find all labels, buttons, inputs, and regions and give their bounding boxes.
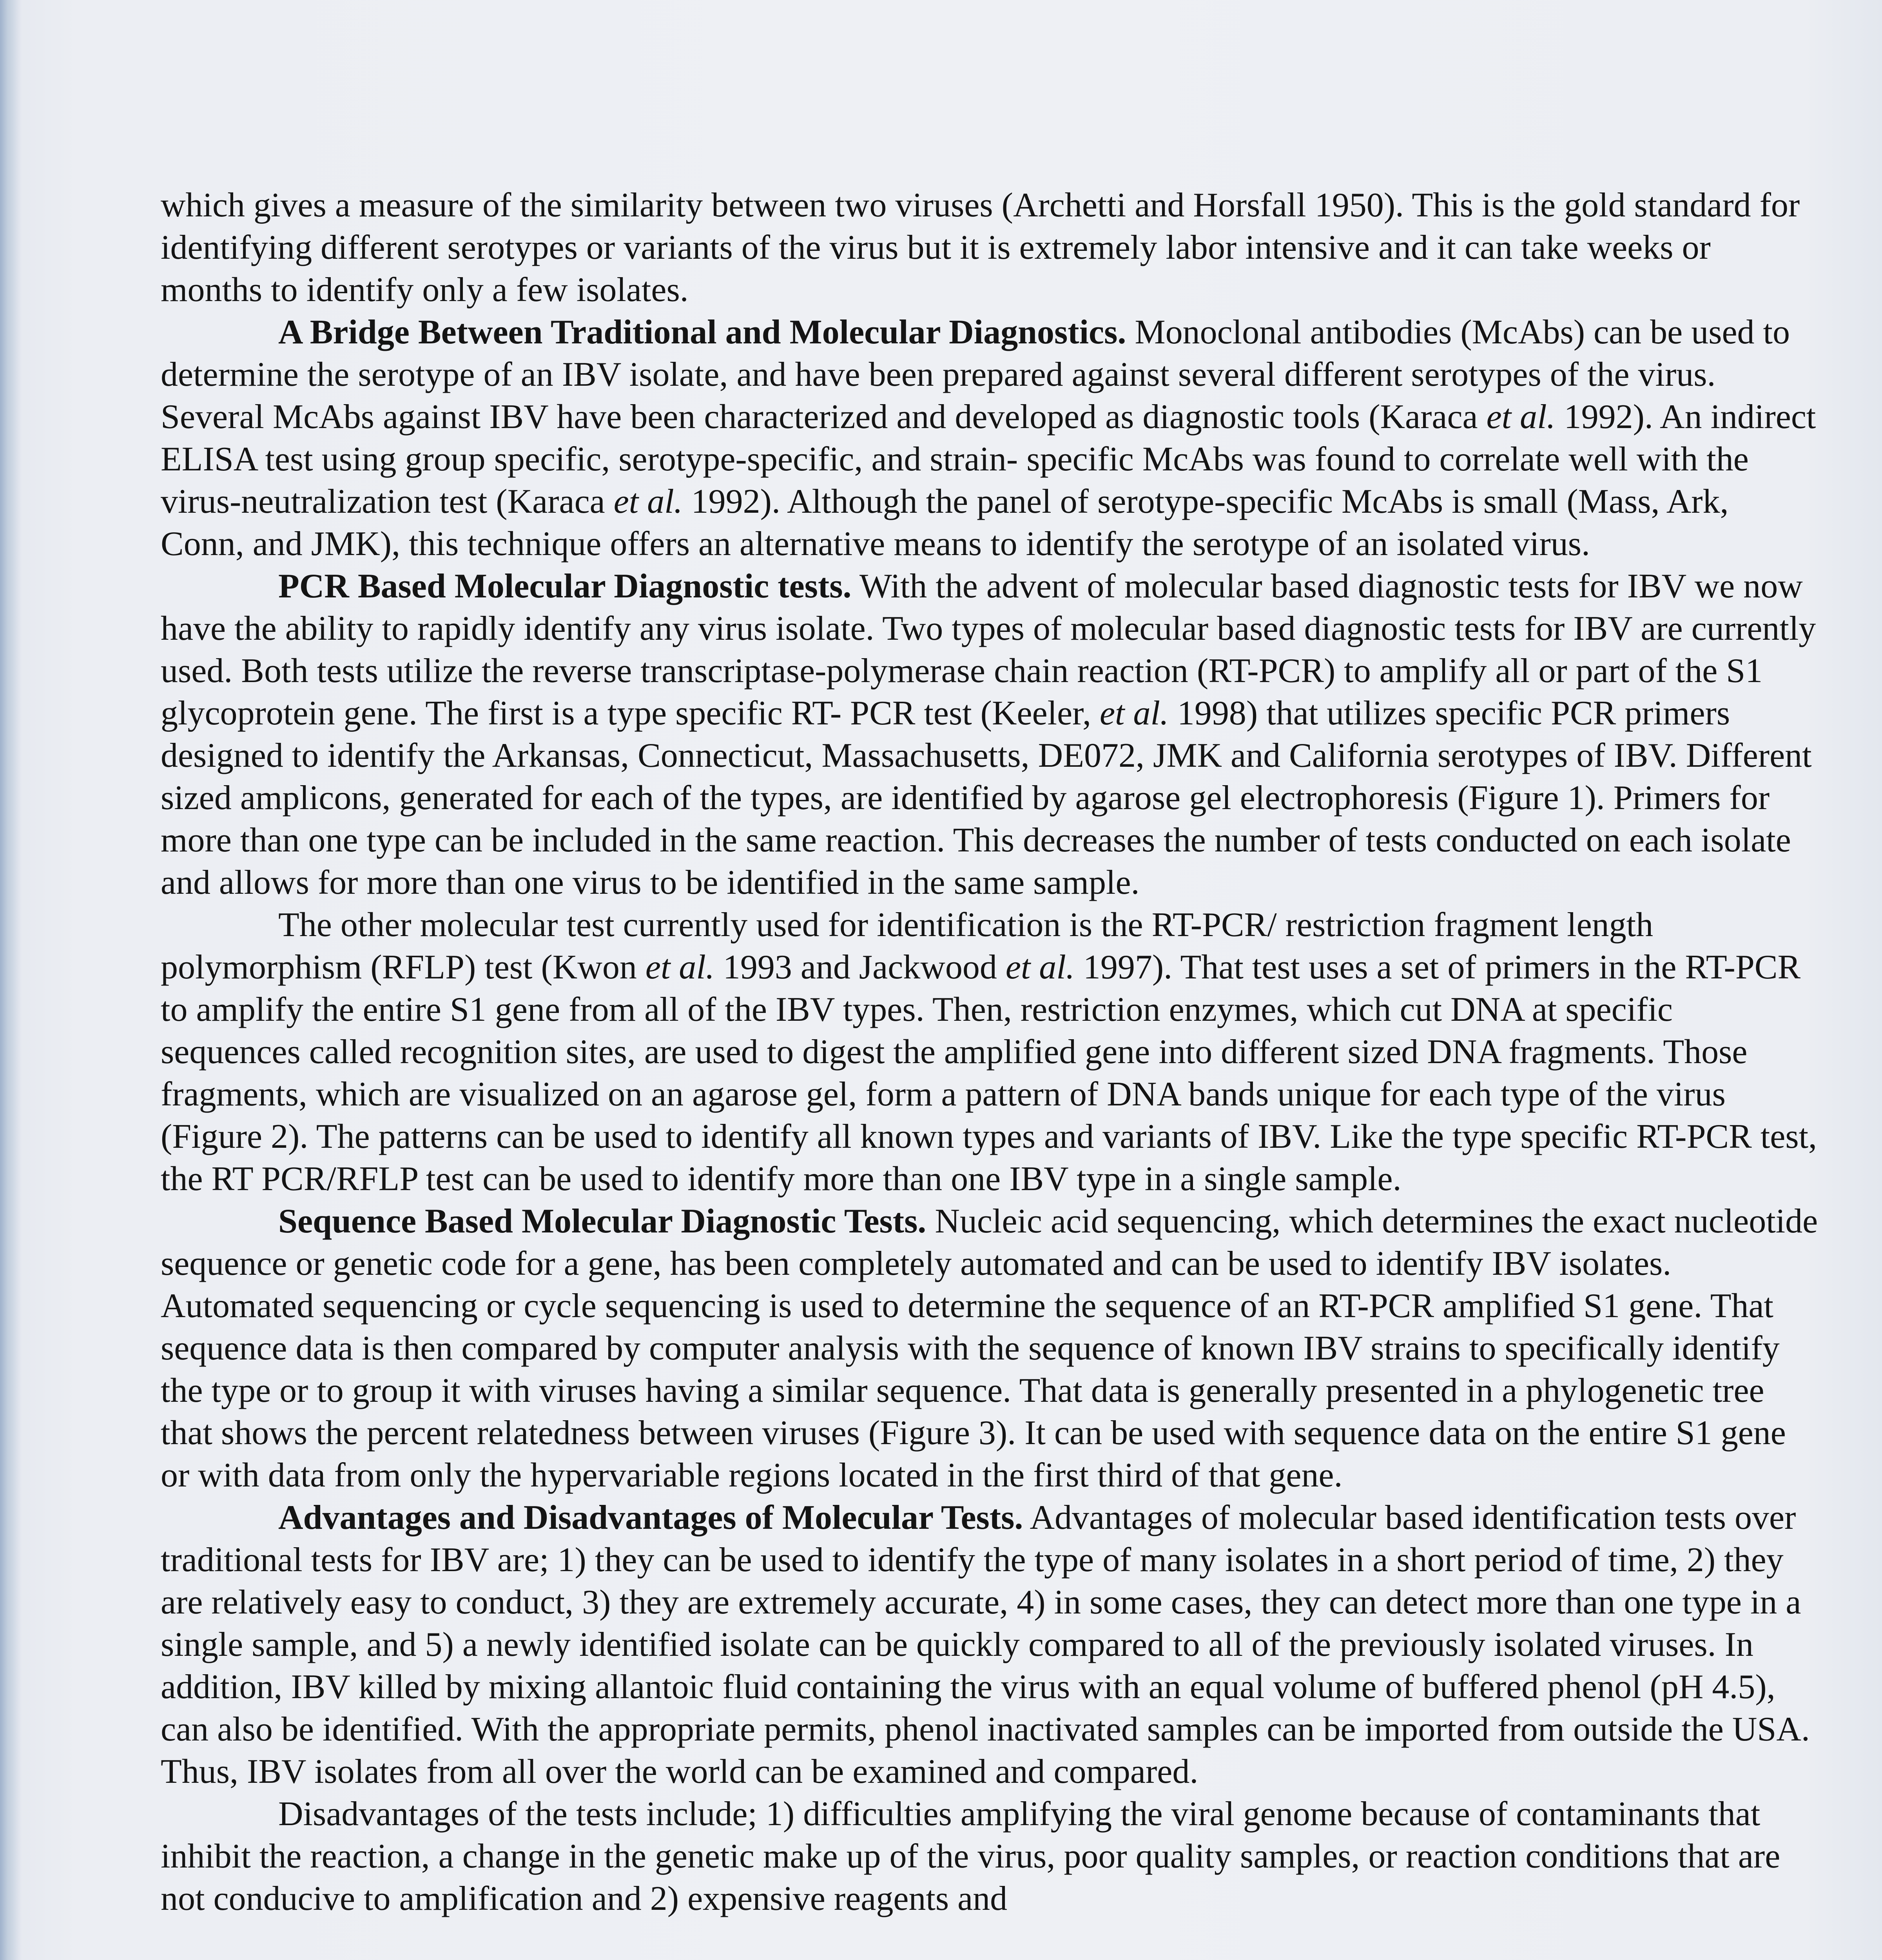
text-line: IBV we now have the ability to rapidly identify any virus isolate. Two types of molecular based	[161, 567, 1803, 648]
text-line: specific McAbs was found to correlate well with the virus-neutralization test (Karaca et al. 1992).	[161, 440, 1749, 521]
text-line: intensive and it can take weeks or months to identify only a few isolates.	[161, 229, 1711, 309]
text-line: identify IBV isolates. Automated sequencing or cycle sequencing is used to determine the sequence of	[161, 1245, 1672, 1325]
text-line: can be quickly compared to all of the previously isolated viruses. In addition, IBV killed by mixing	[161, 1626, 1753, 1706]
et-al-italic: et al.	[645, 948, 714, 986]
section-heading-bridge: A Bridge Between Traditional and Molecular Diagnostics.	[278, 313, 1126, 351]
text-line: an RT-PCR amplified S1 gene. That sequence data is then compared by computer analysis with the	[161, 1287, 1773, 1367]
text-line: Monoclonal antibodies (McAbs)	[1135, 313, 1585, 351]
text-line: isolates in a short period of time, 2) they are relatively easy to conduct, 3) they are extremely accurate,	[161, 1541, 1784, 1621]
text-line: The other molecular test currently used for identification is the RT-PCR/ restriction fragment	[278, 906, 1559, 944]
et-al-italic: et al.	[613, 483, 683, 521]
paragraph-bridge-diagnostics	[161, 311, 1819, 565]
paragraph-pcr-tests	[161, 565, 1819, 904]
text-line: offers an alternative means to identify the serotype of an isolated virus.	[610, 525, 1590, 563]
text-line: 4) in some cases, they can detect more than one type in a single sample, and 5) a newly identified isolate	[161, 1583, 1801, 1664]
text-line: serotypes of the virus. Several McAbs against IBV have been characterized and developed as diagnostic	[161, 356, 1716, 436]
text-line: USA. Thus, IBV isolates from all over the world can be examined and compared.	[161, 1710, 1810, 1791]
section-heading-pcr: PCR Based Molecular Diagnostic tests.	[278, 567, 852, 605]
text-line: allantoic fluid containing the virus with an equal volume of buffered phenol (pH 4.5), can also be	[161, 1668, 1775, 1748]
text-line: generated for each of the types, are identified by agarose gel electrophoresis (Figure 1). Primers for	[399, 779, 1770, 817]
text-line: primers in the RT-PCR to amplify the entire S1 gene from all of the IBV types. Then, restriction	[161, 948, 1801, 1029]
et-al-italic: et al.	[1005, 948, 1075, 986]
text-line: on each isolate and allows for more than one virus to be identified in the same sample.	[161, 821, 1791, 902]
text-line: samples, or reaction conditions that are not conducive to amplification and 2) expensive reagents and	[161, 1837, 1780, 1918]
text-line: length polymorphism (RFLP) test (Kwon et al. 1993 and Jackwood et al. 1997). That test uses a set of	[161, 906, 1654, 986]
text-line: identification tests over traditional tests for IBV are; 1) they can be used to identify the type of many	[161, 1499, 1796, 1579]
text-line: all known types and variants of IBV. Like the type specific RT-PCR test, the RT PCR/RFLP test can be	[161, 1118, 1817, 1198]
paragraph-disadvantages	[161, 1793, 1819, 1920]
et-al-italic: et al.	[1486, 398, 1556, 436]
text-line: similar sequence. That data is generally presented in a phylogenetic tree that shows the percent	[161, 1372, 1764, 1452]
paragraph-rflp-test	[161, 904, 1819, 1200]
text-line: contaminants that inhibit the reaction, a change in the genetic make up of the virus, poor quality	[161, 1795, 1761, 1875]
text-line: which gives a measure of the similarity between two viruses (Archetti and Horsfall 1950). This is the	[161, 186, 1556, 224]
text-line: relatedness between viruses (Figure 3). It can be used with sequence data on the entire S1 gene or with	[161, 1414, 1786, 1494]
text-line: With the advent of molecular based diagnostic tests for	[859, 567, 1619, 605]
text-line: reaction (RT-PCR) to amplify all or part of the S1 glycoprotein gene. The first is a type specific RT-	[161, 652, 1763, 732]
text-line: identified. With the appropriate permits, phenol inactivated samples can be imported from outside the	[322, 1710, 1724, 1748]
text-line: a pattern of DNA bands unique for each type of the virus (Figure 2). The patterns can be used to identify	[161, 1075, 1726, 1156]
text-line: sequence of known IBV strains to specifically identify the type or to group it with viruses having a	[161, 1329, 1780, 1410]
text-line: data from only the hypervariable regions located in the first third of that gene.	[268, 1456, 1343, 1494]
section-heading-advantages: Advantages and Disadvantages of Molecular Tests.	[278, 1499, 1023, 1537]
text-line: Nucleic acid sequencing, which determines the	[935, 1202, 1585, 1240]
paragraph-archetti-continuation	[161, 184, 1819, 311]
text-line: Connecticut, Massachusetts, DE072, JMK and California serotypes of IBV. Different sized amplicons,	[161, 737, 1812, 817]
text-line: exact nucleotide sequence or genetic code for a gene, has been completely automated and can be used to	[161, 1202, 1818, 1283]
text-line: used to identify more than one IBV type in a single sample.	[580, 1160, 1402, 1198]
et-al-italic: et al.	[1099, 694, 1169, 732]
text-line: enzymes, which cut DNA at specific sequences called recognition sites, are used to digest the amplified	[161, 991, 1673, 1071]
text-line: diagnostic tests for IBV are currently used. Both tests utilize the reverse transcriptase-polymerase chain	[161, 610, 1816, 690]
text-line: more than one type can be included in the same reaction. This decreases the number of tests conducted	[161, 821, 1577, 859]
paragraph-advantages	[161, 1497, 1819, 1793]
text-line: PCR test (Keeler, et al. 1998) that utilizes specific PCR primers designed to identify the Arkansas,	[161, 694, 1730, 775]
body-text	[161, 184, 1819, 1920]
binding-edge-shadow	[0, 0, 22, 1960]
text-line: gold standard for identifying different serotypes or variants of the virus but it is extremely labor	[161, 186, 1800, 267]
paragraph-sequence-tests	[161, 1200, 1819, 1497]
text-line: gene into different sized DNA fragments. Those fragments, which are visualized on an agarose gel, form	[161, 1033, 1748, 1113]
text-line: Advantages of molecular based	[1030, 1499, 1464, 1537]
text-line: can be used to determine the serotype of an IBV isolate, and have been prepared against several different	[161, 313, 1790, 394]
text-line: tools (Karaca et al. 1992). An indirect ELISA test using group specific, serotype-specific, and strain-	[161, 398, 1816, 478]
section-heading-sequence: Sequence Based Molecular Diagnostic Tests.	[278, 1202, 926, 1240]
text-line: Although the panel of serotype-specific McAbs is small (Mass, Ark, Conn, and JMK), this technique	[161, 483, 1729, 563]
text-line: Disadvantages of the tests include; 1) difficulties amplifying the viral genome because of	[278, 1795, 1508, 1833]
